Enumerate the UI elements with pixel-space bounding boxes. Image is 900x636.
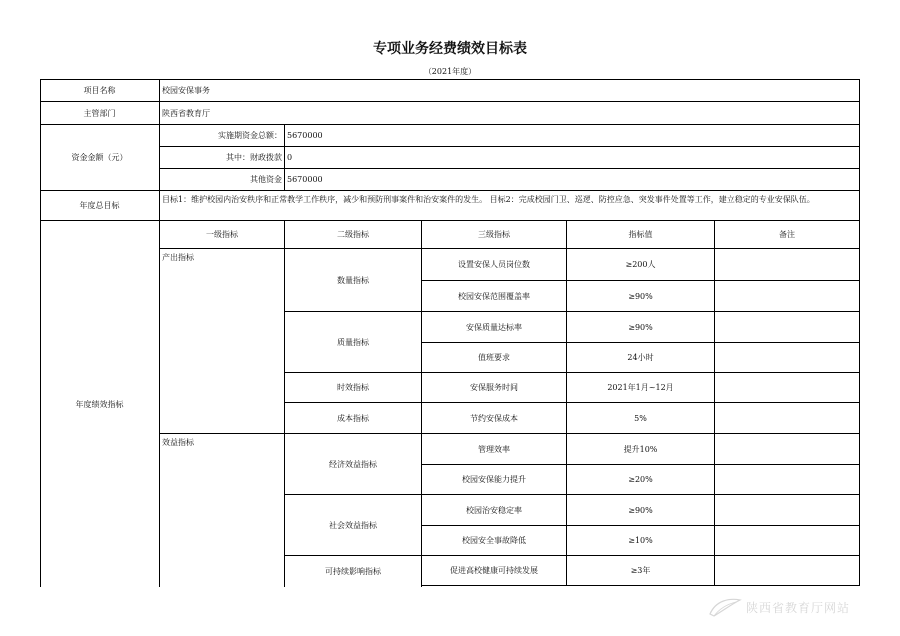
project-value: 校园安保事务 (160, 79, 860, 102)
header-level2: 二级指标 (285, 221, 422, 249)
annual-goal-value: 目标1：维护校园内治安秩序和正常教学工作秩序，减少和预防刑事案件和治安案件的发生。 目标2：完成校园门卫、巡逻、防控应急、突发事件处置等工作，建立稳定的专业安保队伍。 (160, 191, 860, 221)
level3-cell: 促进高校健康可持续发展 (422, 556, 567, 586)
remark-cell (715, 526, 860, 556)
level3-cell: 值班要求 (422, 343, 567, 373)
level3-cell: 校园安保能力提升 (422, 465, 567, 495)
indicator-value-cell: 2021年1月~12月 (567, 373, 715, 403)
indicator-value-cell: ≥3年 (567, 556, 715, 586)
header-remark: 备注 (715, 221, 860, 249)
funds-label: 资金金额（元） (40, 125, 160, 191)
funds-total-label: 实施期资金总额： (160, 125, 285, 147)
funds-other-value: 5670000 (285, 169, 860, 191)
level2-economic: 经济效益指标 (285, 434, 422, 495)
watermark-text: 陕西省教育厅网站 (746, 600, 851, 615)
remark-cell (715, 403, 860, 434)
page-subtitle: （2021年度） (423, 67, 477, 76)
site-watermark (708, 596, 850, 618)
indicator-value-cell: ≥90% (567, 281, 715, 312)
level1-benefit: 效益指标 (160, 434, 285, 587)
indicator-value-cell: ≥90% (567, 312, 715, 343)
level3-cell: 节约安保成本 (422, 403, 567, 434)
remark-cell (715, 249, 860, 281)
department-label: 主管部门 (40, 102, 160, 125)
level2-quantity: 数量指标 (285, 249, 422, 312)
indicator-value-cell: ≥200人 (567, 249, 715, 281)
remark-cell (715, 495, 860, 526)
project-label: 项目名称 (40, 79, 160, 102)
remark-cell (715, 556, 860, 586)
remark-cell (715, 312, 860, 343)
indicator-value-cell: ≥10% (567, 526, 715, 556)
indicator-value-cell: 5% (567, 403, 715, 434)
level2-quality: 质量指标 (285, 312, 422, 373)
indicator-value-cell: 提升10% (567, 434, 715, 465)
performance-table (40, 79, 860, 587)
department-value: 陕西省教育厅 (160, 102, 860, 125)
header-level3: 三级指标 (422, 221, 567, 249)
level3-cell: 校园安保范围覆盖率 (422, 281, 567, 312)
indicator-value-cell: ≥20% (567, 465, 715, 495)
header-level1: 一级指标 (160, 221, 285, 249)
funds-other-label: 其他资金 (160, 169, 285, 191)
level3-cell: 校园安全事故降低 (422, 526, 567, 556)
funds-total-value: 5670000 (285, 125, 860, 147)
funds-fiscal-value: 0 (285, 147, 860, 169)
level3-cell: 安保服务时间 (422, 373, 567, 403)
remark-cell (715, 434, 860, 465)
level2-timeliness: 时效指标 (285, 373, 422, 403)
level2-cost: 成本指标 (285, 403, 422, 434)
remark-cell (715, 343, 860, 373)
level3-cell: 校园治安稳定率 (422, 495, 567, 526)
funds-fiscal-label: 其中：财政拨款 (160, 147, 285, 169)
remark-cell (715, 465, 860, 495)
annual-goal-label: 年度总目标 (40, 191, 160, 221)
remark-cell (715, 281, 860, 312)
header-value: 指标值 (567, 221, 715, 249)
page-title: 专项业务经费绩效目标表 (373, 41, 527, 57)
indicators-label: 年度绩效指标 (40, 221, 160, 587)
remark-cell (715, 373, 860, 403)
indicator-value-cell: ≥90% (567, 495, 715, 526)
level3-cell: 安保质量达标率 (422, 312, 567, 343)
level2-sustainability: 可持续影响指标 (285, 556, 422, 587)
level2-social: 社会效益指标 (285, 495, 422, 556)
level1-output: 产出指标 (160, 249, 285, 434)
leaf-logo-icon (708, 596, 742, 618)
indicator-value-cell: 24小时 (567, 343, 715, 373)
level3-cell: 设置安保人员岗位数 (422, 249, 567, 281)
level3-cell: 管理效率 (422, 434, 567, 465)
